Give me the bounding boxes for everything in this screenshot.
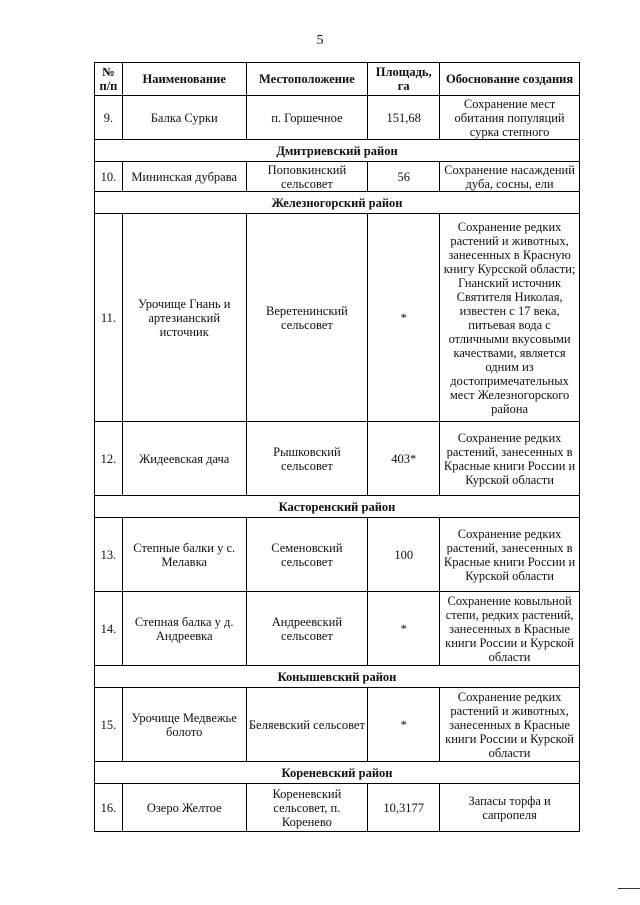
cell-location: Беляевский сельсовет bbox=[246, 688, 368, 762]
cell-name: Мининская дубрава bbox=[122, 162, 246, 192]
district-row bbox=[95, 762, 580, 784]
cell-name: Балка Сурки bbox=[122, 96, 246, 140]
cell-location: Веретенинский сельсовет bbox=[246, 214, 368, 422]
table-row bbox=[95, 688, 580, 762]
header-location: Местоположение bbox=[246, 63, 368, 96]
cell-location: Поповкинский сельсовет bbox=[246, 162, 368, 192]
cell-num: 15. bbox=[95, 688, 123, 762]
cell-area: 56 bbox=[368, 162, 440, 192]
cell-location: Рышковский сельсовет bbox=[246, 422, 368, 496]
cell-location: п. Горшечное bbox=[246, 96, 368, 140]
table-row bbox=[95, 96, 580, 140]
district-row bbox=[95, 140, 580, 162]
cell-location: Андреевский сельсовет bbox=[246, 592, 368, 666]
cell-num: 14. bbox=[95, 592, 123, 666]
cell-reason: Сохранение мест обитания популяций сурка степного bbox=[440, 96, 580, 140]
cell-area: * bbox=[368, 688, 440, 762]
cell-reason: Сохранение ковыльной степи, редких растений, занесенных в Красные книги России и Курской области bbox=[440, 592, 580, 666]
district-title: Дмитриевский район bbox=[95, 140, 580, 162]
cell-name: Степная балка у д. Андреевка bbox=[122, 592, 246, 666]
reserves-table bbox=[94, 62, 580, 832]
table-row bbox=[95, 162, 580, 192]
cell-location: Семеновский сельсовет bbox=[246, 518, 368, 592]
cell-area: 151,68 bbox=[368, 96, 440, 140]
district-title: Касторенский район bbox=[95, 496, 580, 518]
header-reason: Обоснование создания bbox=[440, 63, 580, 96]
cell-reason: Сохранение насаждений дуба, сосны, ели bbox=[440, 162, 580, 192]
cell-area: 10,3177 bbox=[368, 784, 440, 832]
cell-reason: Запасы торфа и сапропеля bbox=[440, 784, 580, 832]
cell-num: 10. bbox=[95, 162, 123, 192]
cell-num: 16. bbox=[95, 784, 123, 832]
cell-reason: Сохранение редких растений, занесенных в Красные книги России и Курской области bbox=[440, 518, 580, 592]
cell-name: Степные балки у с. Мелавка bbox=[122, 518, 246, 592]
cell-name: Урочище Гнань и артезианский источник bbox=[122, 214, 246, 422]
table-header-row bbox=[95, 63, 580, 96]
cell-num: 12. bbox=[95, 422, 123, 496]
cell-reason: Сохранение редких растений и животных, занесенных в Красные книги России и Курской области bbox=[440, 688, 580, 762]
table-row bbox=[95, 592, 580, 666]
cell-name: Озеро Желтое bbox=[122, 784, 246, 832]
district-row bbox=[95, 496, 580, 518]
district-row bbox=[95, 666, 580, 688]
header-name: Наименование bbox=[122, 63, 246, 96]
cell-area: * bbox=[368, 214, 440, 422]
district-title: Кореневский район bbox=[95, 762, 580, 784]
cell-num: 9. bbox=[95, 96, 123, 140]
district-row bbox=[95, 192, 580, 214]
header-area: Площадь, га bbox=[368, 63, 440, 96]
cell-area: * bbox=[368, 592, 440, 666]
header-num: № п/п bbox=[95, 63, 123, 96]
table-row bbox=[95, 518, 580, 592]
table-row bbox=[95, 422, 580, 496]
page-number: 5 bbox=[316, 33, 324, 48]
scan-mark bbox=[618, 888, 640, 889]
cell-name: Жидеевская дача bbox=[122, 422, 246, 496]
district-title: Конышевский район bbox=[95, 666, 580, 688]
table-row bbox=[95, 784, 580, 832]
cell-num: 11. bbox=[95, 214, 123, 422]
table-row bbox=[95, 214, 580, 422]
district-title: Железногорский район bbox=[95, 192, 580, 214]
cell-area: 403* bbox=[368, 422, 440, 496]
cell-reason: Сохранение редких растений и животных, занесенных в Красную книгу Курсской области; Гнанский источник Святителя Николая, известен с 17 века, питьевая вода с отличными вкусовыми качествами, является одним из достопримечательных мест Железногорского района bbox=[440, 214, 580, 422]
cell-name: Урочище Медвежье болото bbox=[122, 688, 246, 762]
cell-area: 100 bbox=[368, 518, 440, 592]
cell-num: 13. bbox=[95, 518, 123, 592]
cell-reason: Сохранение редких растений, занесенных в Красные книги России и Курской области bbox=[440, 422, 580, 496]
cell-location: Кореневский сельсовет, п. Коренево bbox=[246, 784, 368, 832]
